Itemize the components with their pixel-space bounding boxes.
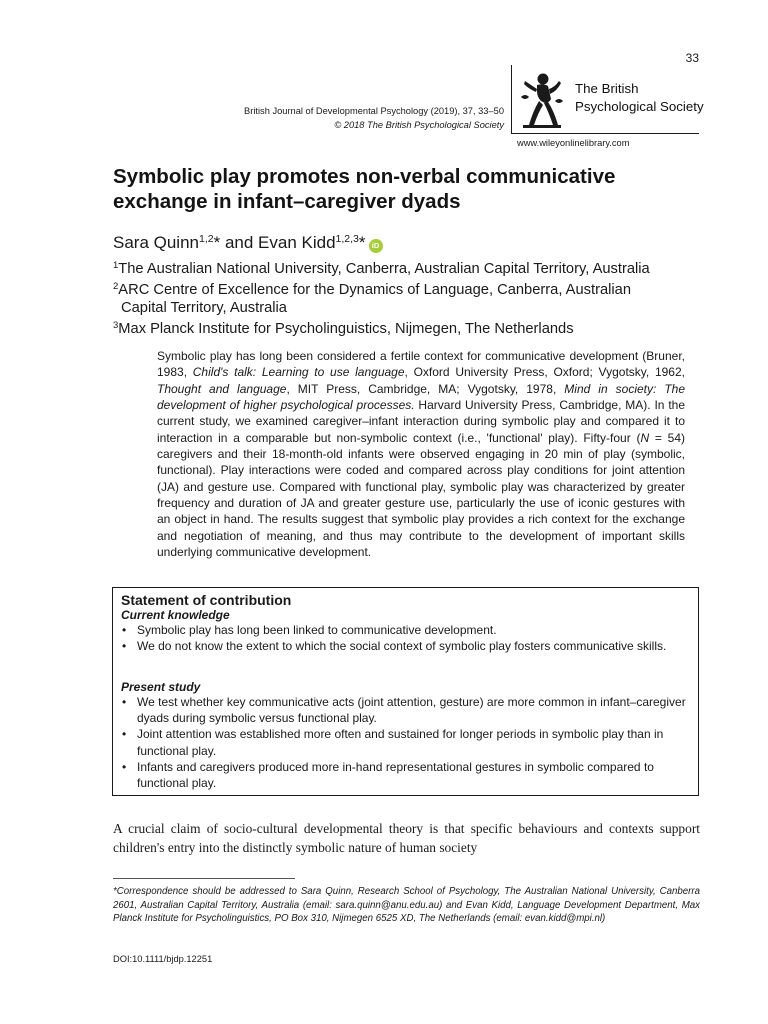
publisher-name bbox=[575, 80, 704, 116]
author-connector: and bbox=[220, 233, 259, 252]
list-item: • We test whether key communicative acts (joint attention, gesture) are more common in infant–caregiver dyads during symbolic versus functional play. bbox=[121, 694, 693, 726]
publisher-name-line1: The British bbox=[575, 81, 639, 96]
doi-link[interactable]: DOI:10.1111/bjdp.12251 bbox=[113, 954, 213, 964]
list-item: • Joint attention was established more often and sustained for longer periods in symbolic play than in functional play. bbox=[121, 726, 693, 758]
abstract bbox=[157, 348, 685, 560]
correspondence-footnote: *Correspondence should be addressed to Sara Quinn, Research School of Psychology, The Australian National University, Canberra 2601, Australian Capital Territory, Australia (email: sara.quinn@anu.edu.au) and Evan Kidd, Language Development Department, Max Planck Institute for Psycholinguistics, PO Box 310, Nijmegen 6525 XD, The Netherlands (email: evan.kidd@mpi.nl) bbox=[113, 886, 700, 925]
abstract-text: = 54) caregivers and their 18-month-old infants were observed engaging in 20 min of play (symbolic, functional). Play interactions were coded and compared across play conditions for joint attention (JA) and gesture use. Compared with functional play, symbolic play was characterized by greater frequency and duration of JA and greater gesture use, particularly the use of iconic gestures with an object in hand. The results suggest that symbolic play provides a rich context for the exchange and negotiation of meaning, and thus may contribute to the development of important skills underlying communicative development. bbox=[157, 430, 685, 560]
abstract-sample-size-symbol: N bbox=[640, 430, 650, 445]
abstract-citation-title: Thought and language bbox=[157, 381, 287, 396]
psychology-society-emblem-icon bbox=[515, 67, 567, 131]
footnote-divider bbox=[113, 878, 295, 879]
publisher-url-link[interactable]: www.wileyonlinelibrary.com bbox=[517, 138, 630, 148]
statement-of-contribution-box bbox=[112, 587, 699, 796]
affiliation-number: 1 bbox=[113, 260, 119, 271]
affiliation-item bbox=[113, 278, 713, 299]
affiliation-item bbox=[113, 257, 713, 278]
journal-name: British Journal of Developmental Psychology (2019), 37, 33–50 bbox=[244, 106, 504, 116]
publisher-name-line2: Psychological Society bbox=[575, 99, 704, 114]
corresponding-author-mark: * bbox=[358, 233, 366, 252]
abstract-citation-title: Child's talk: Learning to use language bbox=[192, 365, 405, 380]
abstract-text: , MIT Press, Cambridge, MA; Vygotsky, 1978, bbox=[286, 381, 565, 396]
header-divider-horizontal bbox=[511, 133, 699, 134]
paper-title: Symbolic play promotes non-verbal communicative exchange in infant–caregiver dyads bbox=[113, 165, 616, 213]
affiliation-text: Capital Territory, Australia bbox=[121, 300, 287, 316]
orcid-icon[interactable]: iD bbox=[369, 239, 383, 253]
affiliation-superscript: 1,2,3 bbox=[335, 233, 359, 245]
abstract-text: , Oxford University Press, Oxford; Vygotsky, 1962, bbox=[404, 365, 685, 380]
author-line bbox=[113, 228, 383, 254]
affiliation-superscript: 1,2 bbox=[199, 233, 214, 245]
present-study-list bbox=[121, 694, 693, 791]
body-paragraph: A crucial claim of socio-cultural developmental theory is that specific behaviours and contexts support children's entry into the distinctly symbolic nature of human society bbox=[113, 821, 700, 855]
list-item: • Symbolic play has long been linked to communicative development. bbox=[121, 622, 693, 638]
header-divider-vertical bbox=[511, 65, 512, 134]
abstract-text: Symbolic play has long been considered a fertile context for communicative development (Bruner, 1983, bbox=[157, 349, 685, 380]
abstract-citation-title: Mind in society: The development of higher psychological processes. bbox=[157, 381, 685, 413]
affiliation-item bbox=[113, 317, 713, 338]
page-number: 33 bbox=[685, 51, 699, 65]
author-name[interactable]: Evan Kidd bbox=[258, 233, 336, 252]
abstract-text: Harvard University Press, Cambridge, MA). In the current study, we examined caregiver–infant interaction during symbolic play and compared it to interaction in a comparable but non-symbolic context (i.e., 'functional' play). Fifty-four ( bbox=[157, 398, 685, 445]
copyright-notice: © 2018 The British Psychological Society bbox=[334, 120, 504, 130]
affiliation-text: ARC Centre of Excellence for the Dynamics of Language, Canberra, Australian bbox=[118, 282, 631, 298]
affiliation-text: Max Planck Institute for Psycholinguistics, Nijmegen, The Netherlands bbox=[118, 321, 574, 337]
affiliation-number: 3 bbox=[113, 320, 119, 331]
present-study-heading: Present study bbox=[121, 680, 201, 694]
journal-citation bbox=[244, 104, 504, 132]
current-knowledge-heading: Current knowledge bbox=[121, 608, 230, 622]
corresponding-author-mark: * bbox=[213, 233, 221, 252]
affiliation-text: The Australian National University, Canberra, Australian Capital Territory, Australia bbox=[118, 261, 650, 277]
list-item: • Infants and caregivers produced more in-hand representational gestures in symbolic compared to functional play. bbox=[121, 759, 693, 791]
contribution-title: Statement of contribution bbox=[121, 592, 292, 608]
author-name[interactable]: Sara Quinn bbox=[113, 233, 199, 252]
list-item: • We do not know the extent to which the social context of symbolic play fosters communicative skills. bbox=[121, 638, 693, 654]
affiliation-number: 2 bbox=[113, 281, 119, 292]
affiliations bbox=[113, 257, 713, 338]
affiliation-item bbox=[113, 299, 713, 317]
current-knowledge-list bbox=[121, 622, 693, 654]
